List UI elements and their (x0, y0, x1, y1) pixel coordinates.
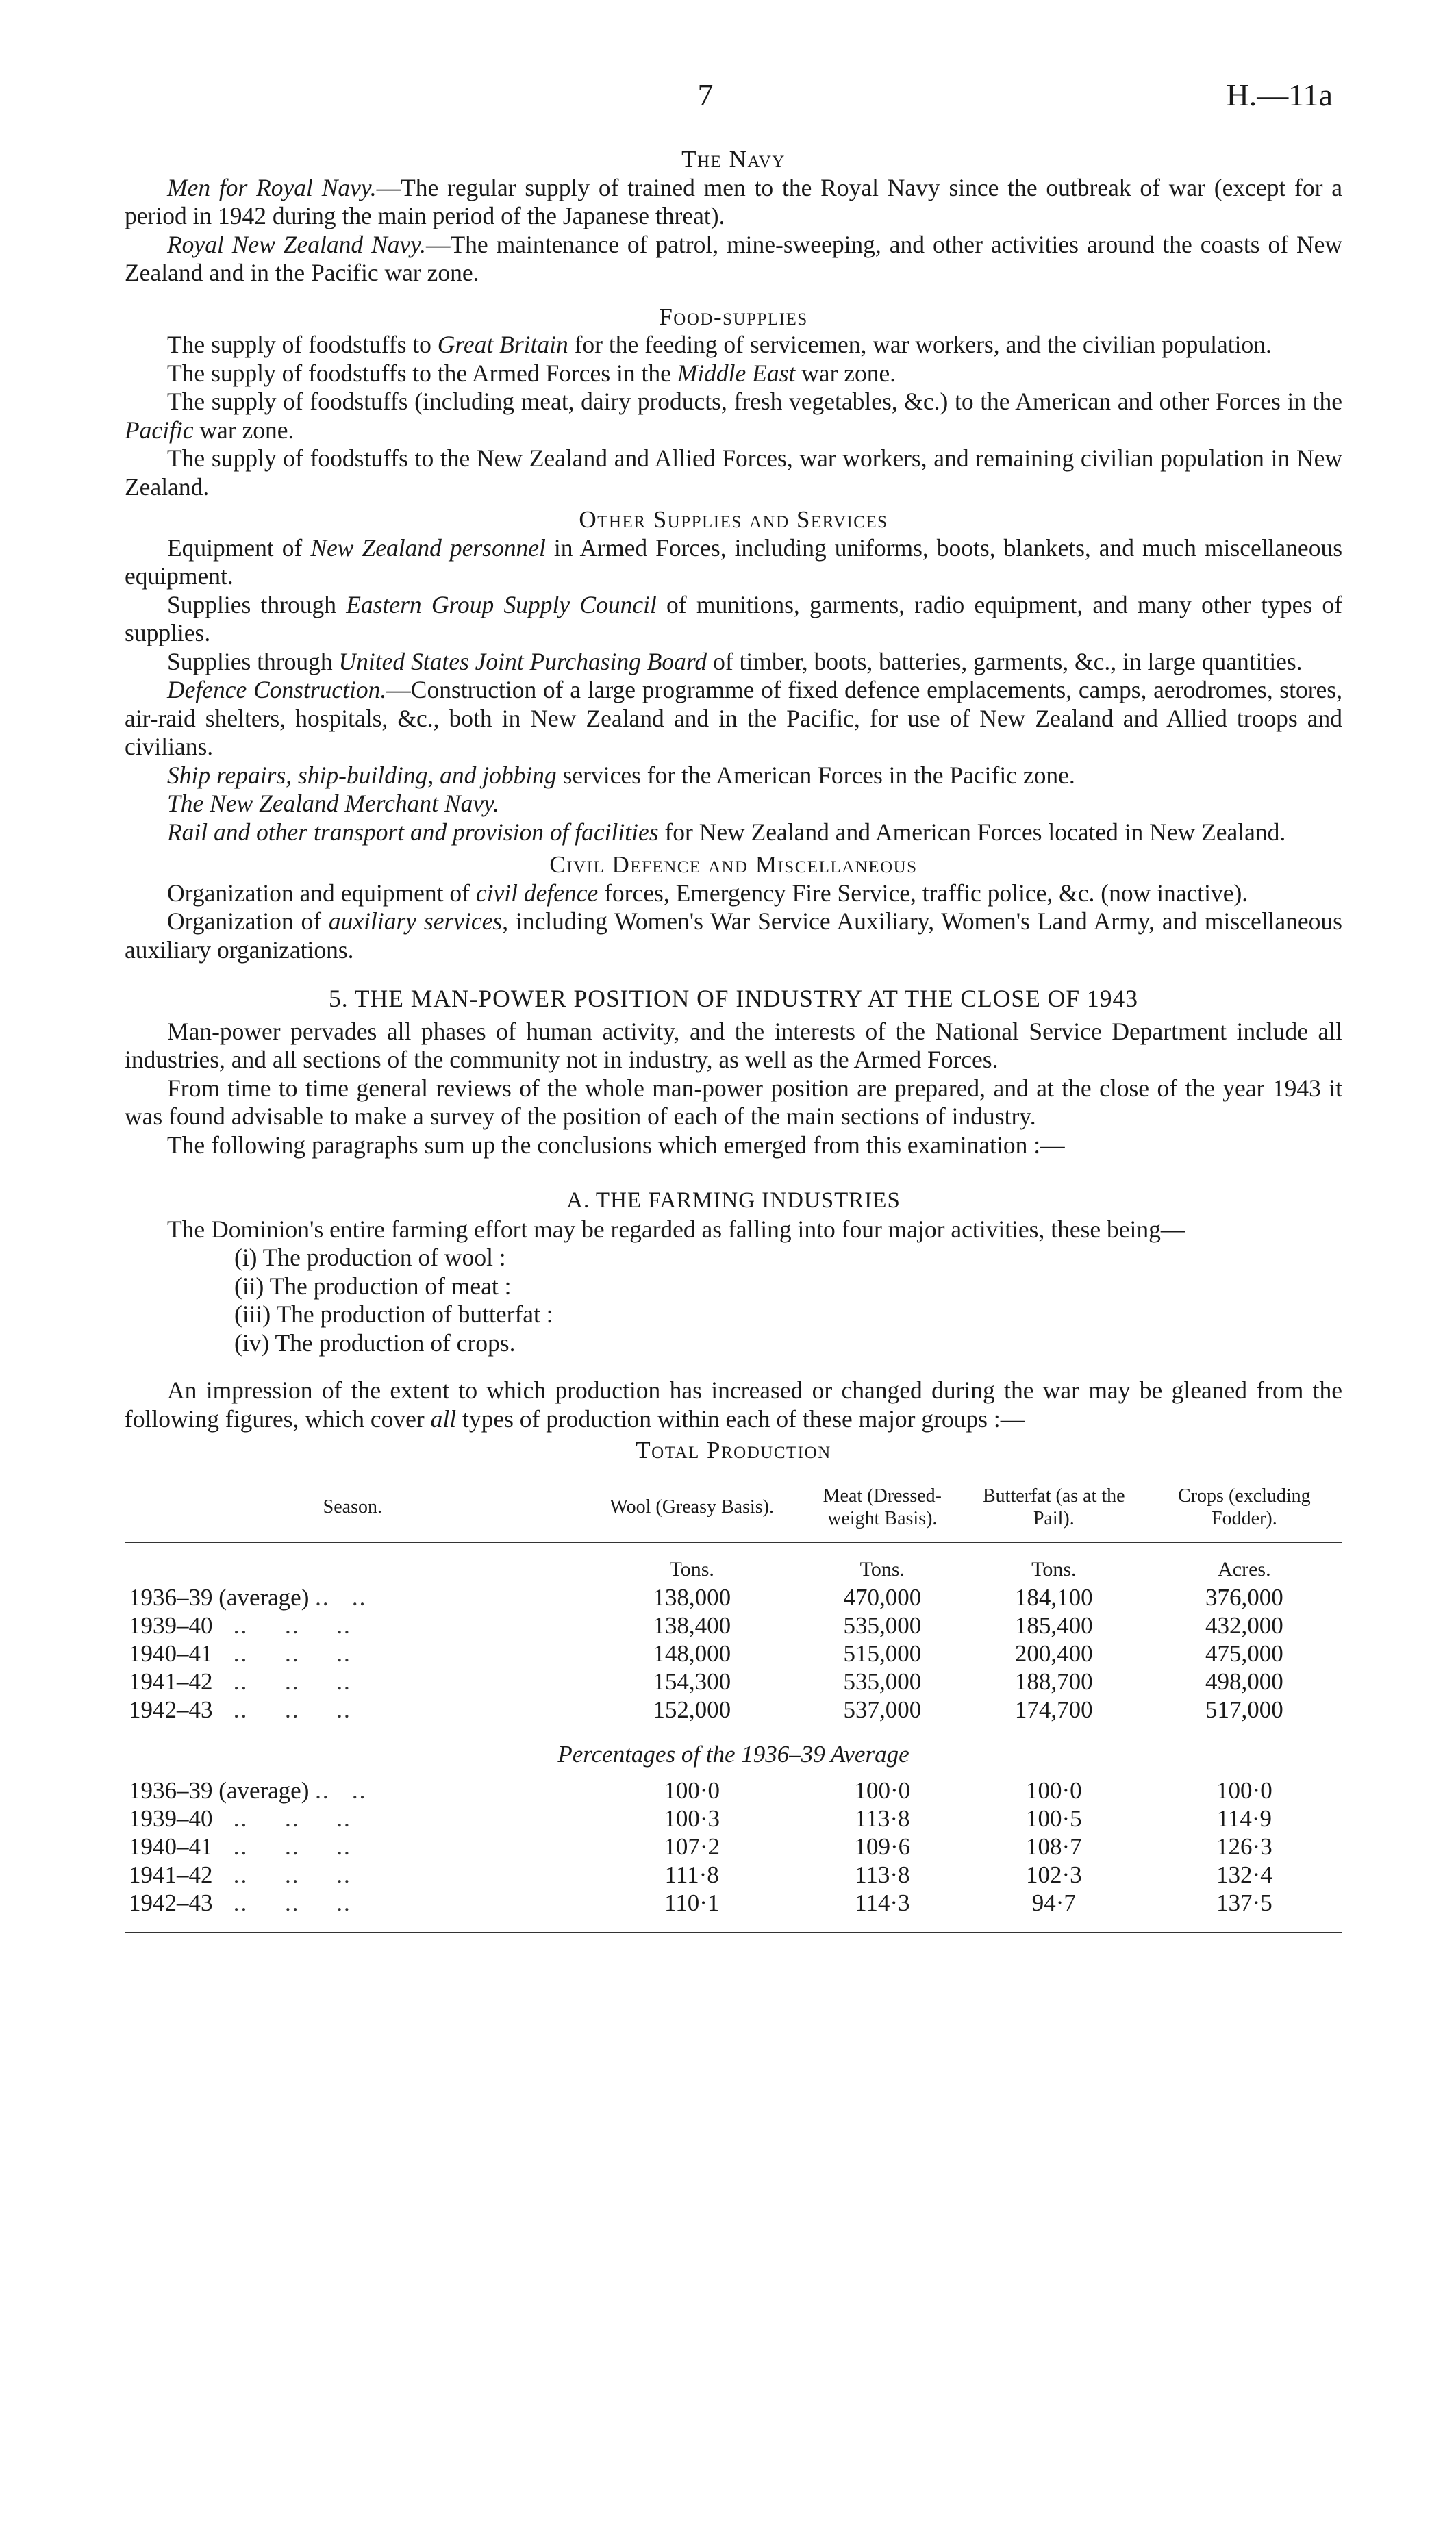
table-cell: 517,000 (1146, 1696, 1342, 1724)
column-header: Wool (Greasy Basis). (581, 1472, 803, 1542)
table-cell: 185,400 (962, 1611, 1146, 1639)
table-cell: 100·5 (962, 1805, 1146, 1833)
season-cell: 1936–39 (average) (129, 1583, 310, 1611)
table-cell: 152,000 (581, 1696, 803, 1724)
table-cell: 174,700 (962, 1696, 1146, 1724)
table-cell: 470,000 (803, 1583, 962, 1611)
food-paragraph-4: The supply of foodstuffs to the New Zealand and Allied Forces, war workers, and remaining civilian population in New Zealand. (125, 444, 1342, 501)
other-paragraph-2: Supplies through Eastern Group Supply Council of munitions, garments, radio equipment, and many other types of supplies. (125, 590, 1342, 646)
season-cell: 1942–43 (129, 1889, 213, 1916)
section5-paragraph-3: The following paragraphs sum up the conclusions which emerged from this examination :— (167, 1131, 1065, 1159)
unit-label: Acres. (1146, 1542, 1342, 1583)
table-cell: 535,000 (803, 1611, 962, 1639)
table-cell: 376,000 (1146, 1583, 1342, 1611)
table-cell: 537,000 (803, 1696, 962, 1724)
season-cell: 1939–40 (129, 1805, 213, 1832)
list-item: (i) The production of wool : (234, 1244, 506, 1271)
food-heading: Food-supplies (659, 303, 808, 330)
table-row: 1942–43 .. .. .. 152,000 537,000 174,700 517,000 (125, 1696, 1342, 1724)
column-header: Butterfat (as at the Pail). (962, 1472, 1146, 1542)
other-paragraph-1: Equipment of New Zealand personnel in Armed Forces, including uniforms, boots, blankets, and much miscellaneous equipment. (125, 533, 1343, 590)
unit-label: Tons. (581, 1542, 803, 1583)
table-cell: 100·0 (962, 1776, 1146, 1805)
season-cell: 1941–42 (129, 1668, 213, 1695)
table-cell: 535,000 (803, 1668, 962, 1696)
table-cell: 126·3 (1146, 1833, 1342, 1861)
table-cell: 113·8 (803, 1861, 962, 1889)
table-cell: 114·3 (803, 1889, 962, 1933)
percentages-title-row (125, 1724, 1342, 1776)
other-paragraph-3: Supplies through United States Joint Purchasing Board of timber, boots, batteries, garments, &c., in large quantities. (167, 647, 1303, 675)
table-row: 1939–40 .. .. .. 100·3 113·8 100·5 114·9 (125, 1805, 1342, 1833)
table-row: 1941–42 .. .. .. 154,300 535,000 188,700 498,000 (125, 1668, 1342, 1696)
table-cell: 154,300 (581, 1668, 803, 1696)
season-cell: 1940–41 (129, 1833, 213, 1860)
farming-intro: The Dominion's entire farming effort may be regarded as falling into four major activities, these being— (167, 1215, 1185, 1243)
body-text (125, 145, 1342, 1933)
navy-paragraph-1: Men for Royal Navy.—The regular supply of trained men to the Royal Navy since the outbreak of war (except for a period in 1942 during the main period of the Japanese threat). (125, 173, 1343, 229)
list-item: (ii) The production of meat : (234, 1272, 512, 1300)
table-row: 1940–41 .. .. .. 107·2 109·6 108·7 126·3 (125, 1833, 1342, 1861)
percentages-title: Percentages of the 1936–39 Average (557, 1740, 909, 1768)
table-cell: 102·3 (962, 1861, 1146, 1889)
table-cell: 137·5 (1146, 1889, 1342, 1933)
season-cell: 1941–42 (129, 1861, 213, 1888)
table-row: 1936–39 (average) .. .. 100·0 100·0 100·0 100·0 (125, 1776, 1342, 1805)
table-cell: 113·8 (803, 1805, 962, 1833)
table-cell: 100·3 (581, 1805, 803, 1833)
civil-defence-heading: Civil Defence and Miscellaneous (549, 851, 918, 878)
season-cell: 1940–41 (129, 1639, 213, 1667)
other-paragraph-6: The New Zealand Merchant Navy. (167, 790, 499, 817)
section5-paragraph-1: Man-power pervades all phases of human activity, and the interests of the National Service Department include all industries, and all sections of the community not in industry, as well as the Armed Forces. (125, 1017, 1342, 1073)
navy-paragraph-2: Royal New Zealand Navy.—The maintenance of patrol, mine-sweeping, and other activities around the coasts of New Zealand and in the Pacific war zone. (125, 230, 1342, 286)
page-number: 7 (697, 77, 714, 112)
other-paragraph-5: Ship repairs, ship-building, and jobbing services for the American Forces in the Pacific zone. (167, 761, 1075, 789)
table-row: 1939–40 .. .. .. 138,400 535,000 185,400 432,000 (125, 1611, 1342, 1639)
farming-heading: A. THE FARMING INDUSTRIES (566, 1188, 901, 1213)
table-cell: 498,000 (1146, 1668, 1342, 1696)
table-cell: 515,000 (803, 1639, 962, 1668)
civil-paragraph-2: Organization of auxiliary services, including Women's War Service Auxiliary, Women's Land Army, and miscellaneous auxiliary organizations. (125, 907, 1342, 964)
table-row: 1941–42 .. .. .. 111·8 113·8 102·3 132·4 (125, 1861, 1342, 1889)
section-5-heading: 5. THE MAN-POWER POSITION OF INDUSTRY AT THE CLOSE OF 1943 (329, 985, 1138, 1012)
table-cell: 100·0 (803, 1776, 962, 1805)
farming-paragraph-2: An impression of the extent to which production has increased or changed during the war may be gleaned from the following figures, which cover all types of production within each of these major groups :— (125, 1376, 1342, 1433)
list-item: (iv) The production of crops. (234, 1329, 516, 1357)
food-paragraph-1: The supply of foodstuffs to Great Britain for the feeding of servicemen, war workers, and the civilian population. (167, 331, 1272, 358)
table-cell: 188,700 (962, 1668, 1146, 1696)
table-cell: 148,000 (581, 1639, 803, 1668)
other-paragraph-4: Defence Construction.—Construction of a large programme of fixed defence emplacements, camps, aerodromes, stores, air-raid shelters, hospitals, &c., both in New Zealand and in the Pacific, for use of New Zealand and Allied troops and civilians. (125, 676, 1342, 760)
list-item: (iii) The production of butterfat : (234, 1300, 553, 1328)
table-cell: 111·8 (581, 1861, 803, 1889)
table-cell: 138,400 (581, 1611, 803, 1639)
season-cell: 1942–43 (129, 1696, 213, 1723)
navy-heading: The Navy (681, 146, 786, 173)
civil-paragraph-1: Organization and equipment of civil defence forces, Emergency Fire Service, traffic police, &c. (now inactive). (167, 879, 1248, 907)
table-cell: 94·7 (962, 1889, 1146, 1933)
food-paragraph-3: The supply of foodstuffs (including meat, dairy products, fresh vegetables, &c.) to the American and other Forces in the Pacific war zone. (125, 388, 1342, 444)
table-cell: 110·1 (581, 1889, 803, 1933)
farming-activity-list (234, 1244, 1342, 1357)
column-header: Meat (Dressed-weight Basis). (803, 1472, 962, 1542)
table-cell: 100·0 (581, 1776, 803, 1805)
table-cell: 475,000 (1146, 1639, 1342, 1668)
table-cell: 138,000 (581, 1583, 803, 1611)
other-supplies-heading: Other Supplies and Services (579, 506, 888, 533)
column-header: Season. (323, 1496, 382, 1518)
table-row: 1940–41 .. .. .. 148,000 515,000 200,400 475,000 (125, 1639, 1342, 1668)
section5-paragraph-2: From time to time general reviews of the whole man-power position are prepared, and at the close of the year 1943 it was found advisable to make a survey of the position of each of the main sections of industry. (125, 1074, 1342, 1130)
table-title: Total Production (636, 1437, 831, 1463)
column-header: Crops (excluding Fodder). (1146, 1472, 1342, 1542)
table-cell: 132·4 (1146, 1861, 1342, 1889)
production-table (125, 1472, 1342, 1933)
table-cell: 109·6 (803, 1833, 962, 1861)
unit-label: Tons. (962, 1542, 1146, 1583)
season-cell: 1939–40 (129, 1611, 213, 1639)
table-row: 1942–43 .. .. .. 110·1 114·3 94·7 137·5 (125, 1889, 1342, 1933)
table-cell: 200,400 (962, 1639, 1146, 1668)
table-cell: 108·7 (962, 1833, 1146, 1861)
unit-label: Tons. (803, 1542, 962, 1583)
season-cell: 1936–39 (average) (129, 1776, 310, 1804)
units-row (125, 1542, 1342, 1583)
table-cell: 100·0 (1146, 1776, 1342, 1805)
food-paragraph-2: The supply of foodstuffs to the Armed Forces in the Middle East war zone. (167, 359, 896, 387)
table-row: 1936–39 (average) .. .. 138,000 470,000 184,100 376,000 (125, 1583, 1342, 1611)
table-cell: 114·9 (1146, 1805, 1342, 1833)
other-paragraph-7: Rail and other transport and provision of facilities for New Zealand and American Forces located in New Zealand. (167, 818, 1286, 846)
table-cell: 107·2 (581, 1833, 803, 1861)
document-id: H.—11a (1226, 77, 1333, 112)
table-cell: 432,000 (1146, 1611, 1342, 1639)
table-cell: 184,100 (962, 1583, 1146, 1611)
